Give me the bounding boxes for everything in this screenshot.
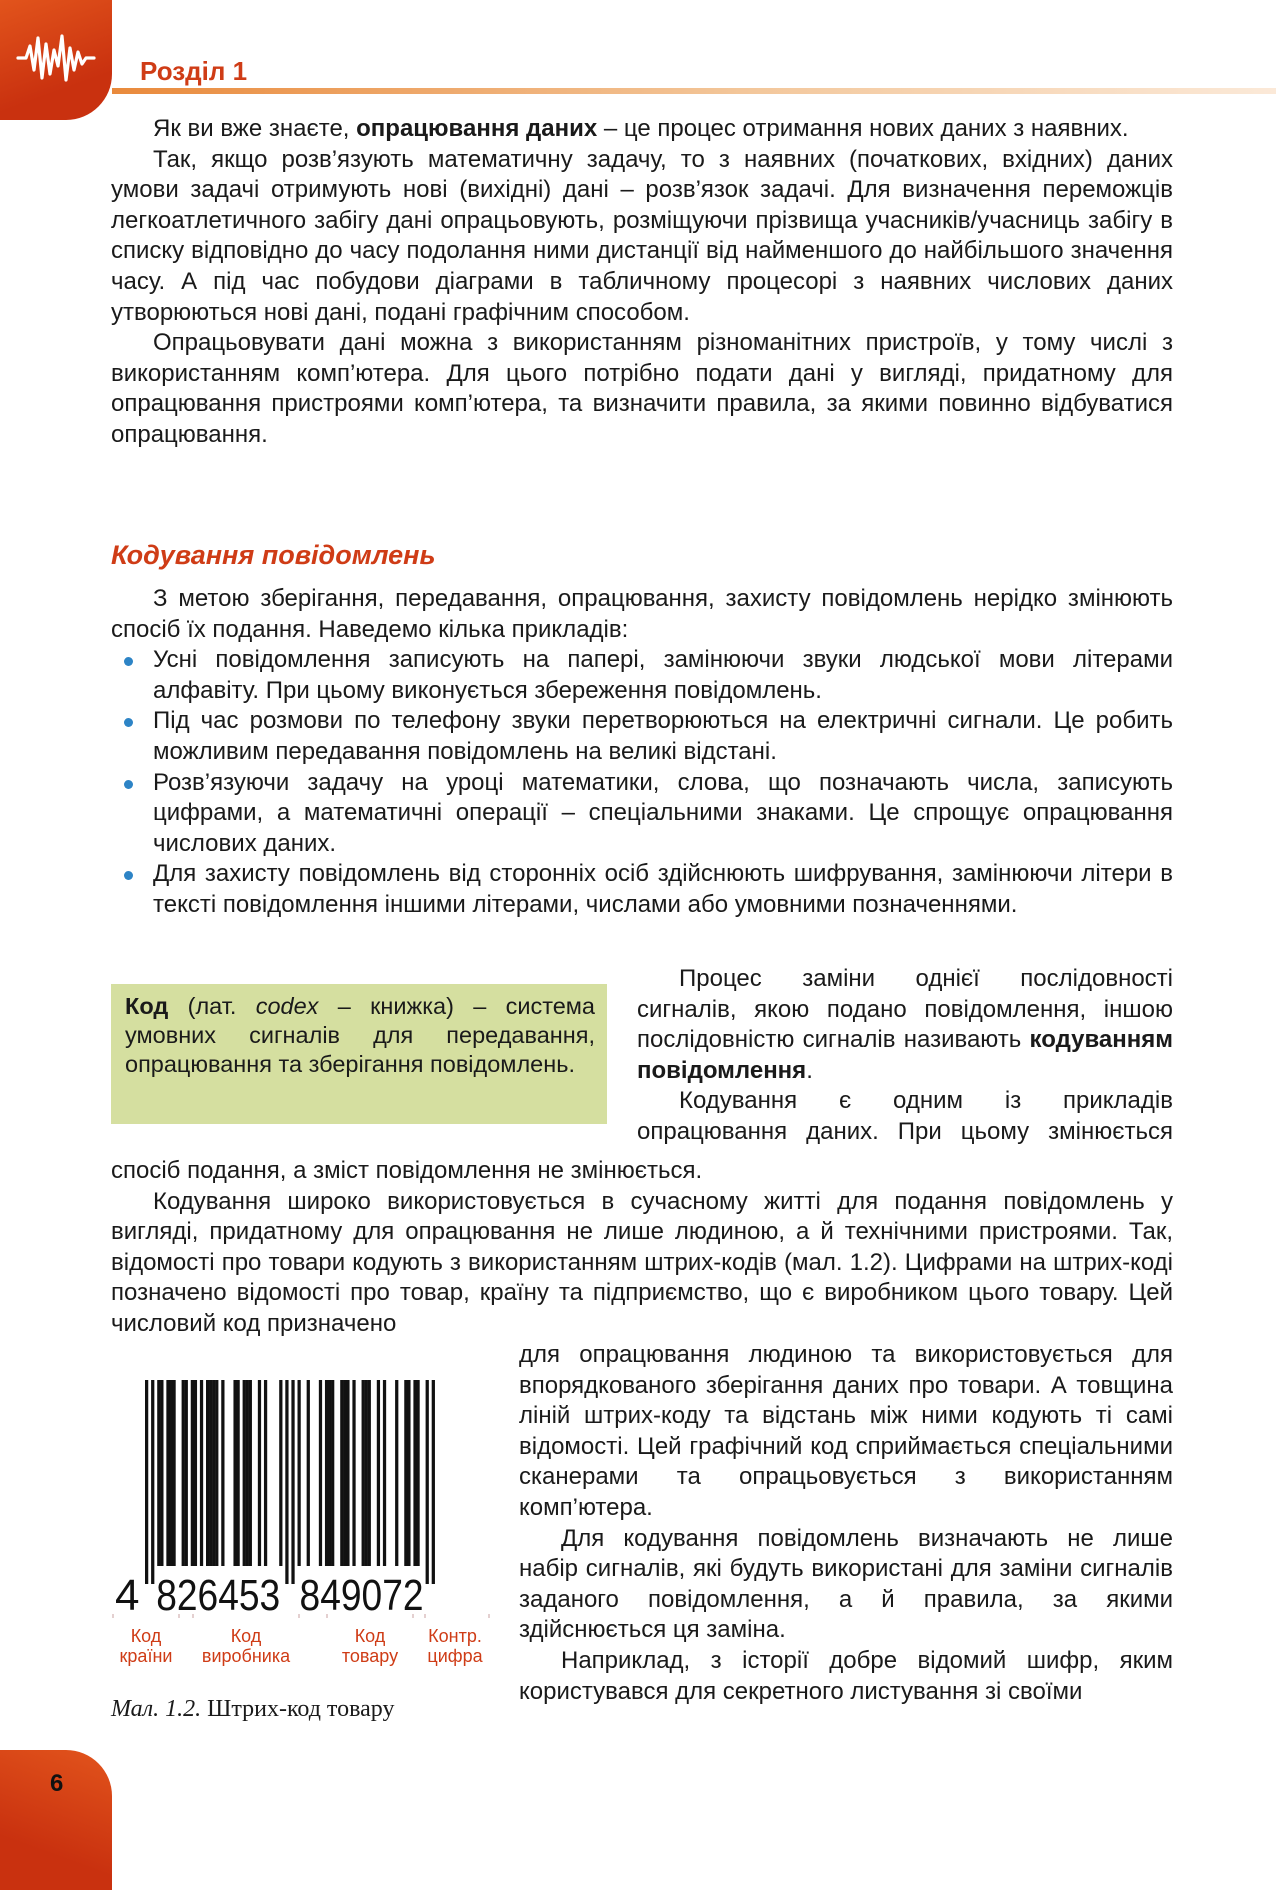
latin-word: codex: [255, 993, 319, 1019]
barcode-bar: [258, 1380, 261, 1566]
term-data-processing: опрацювання даних: [356, 115, 598, 142]
barcode-bar: [194, 1380, 197, 1566]
intro-paragraph-1: Як ви вже знаєте, опрацювання даних – це процес отримання нових даних з наявних.: [153, 115, 1129, 142]
barcode-bar: [340, 1380, 343, 1566]
barcode-bar: [426, 1380, 429, 1584]
barcode-bar: [185, 1380, 188, 1566]
barcode-bar: [383, 1380, 386, 1566]
barcode-bar: [285, 1380, 288, 1584]
barcode-bar: [206, 1380, 209, 1566]
barcode-bar: [368, 1380, 371, 1566]
barcode-bar: [215, 1380, 218, 1566]
encoding-lead: З метою зберігання, передавання, опрацювання, захисту повідомлень нерідко змінюють спосіб їх подання. Наведемо кілька прикладів:: [111, 585, 1173, 643]
term-encoding: кодуванням повідомлення: [637, 1026, 1173, 1084]
barcode-bar: [233, 1380, 236, 1566]
barcode-bar: [249, 1380, 252, 1566]
intro-paragraph-3: Опрацьовувати дані можна з використанням різноманітних пристроїв, у тому числі з використанням комп’ютера. Для цього потрібно подати дані у вигляді, придатному для опрацювання пристроями комп’ютера, та визначити правила, за якими повинно відбуватися опрацювання.: [111, 329, 1173, 448]
list-item: Усні повідомлення записують на папері, замінюючи звуки людської мови літерами алфавіту. При цьому виконується збереження повідомлень.: [111, 645, 1173, 706]
definition-box: [111, 984, 607, 1124]
barcode-digits-left: 826453: [156, 1571, 281, 1618]
bullet-icon: [124, 780, 133, 789]
barcode-bar: [346, 1380, 349, 1566]
barcode-label-product: Код товару: [341, 1626, 399, 1666]
rules-paragraph: Для кодування повідомлень визначають не лише набір сигналів, які будуть використані для заміни сигналів заданого повідомлення, а й правила, за якими здійснюється ця заміна.: [519, 1524, 1173, 1644]
sound-wave-icon: [16, 30, 96, 86]
barcode-bar: [166, 1380, 169, 1566]
figure-caption: Мал. 1.2. Штрих-код товару: [111, 1696, 395, 1722]
list-item: Для захисту повідомлень від сторонніх осіб здійснюють шифрування, замінюючи літери в тексті повідомлення іншими літерами, числами або умовними позначеннями.: [111, 859, 1173, 920]
barcode-labels: [111, 1626, 491, 1676]
list-item: Під час розмови по телефону звуки перетворюються на електричні сигнали. Це робить можливим передавання повідомлень на великі відстані.: [111, 706, 1173, 767]
barcode-bar: [331, 1380, 334, 1566]
barcode-bar: [407, 1380, 410, 1566]
barcode-bar: [191, 1380, 194, 1566]
cipher-paragraph: Наприклад, з історії добре відомий шифр, яким користувався для секретного листування зі своїми: [519, 1646, 1173, 1705]
barcode-bar: [352, 1380, 355, 1566]
header-divider: [112, 88, 1276, 94]
barcode-bar: [160, 1380, 163, 1566]
barcode-label-manufacturer: Код виробника: [201, 1626, 291, 1666]
encoding-text: [111, 584, 1173, 921]
barcode-bar: [395, 1380, 398, 1566]
barcode-label-country: Код країни: [119, 1626, 173, 1666]
barcode-bar: [416, 1380, 419, 1566]
list-item: Розв’язуючи задачу на уроці математики, слова, що позначають числа, записують цифрами, а математичні операції – спеціальними знаками. Це спрощує опрацювання числових даних.: [111, 768, 1173, 860]
barcode-bar: [279, 1380, 282, 1566]
chapter-corner-tab: [0, 0, 112, 120]
barcode-label-check-digit: Контр. цифра: [427, 1626, 483, 1666]
barcode-bar: [432, 1380, 435, 1584]
barcode-bar: [246, 1380, 249, 1566]
barcode-bar: [237, 1380, 240, 1566]
examples-list: [111, 645, 1173, 920]
barcode-bar: [182, 1380, 185, 1566]
figure-number: Мал. 1.2.: [111, 1696, 202, 1722]
process-paragraph-1: Процес заміни однієї послідовності сигналів, якою подано повідомлення, іншою послідовністю сигналів називають кодуванням повідомлення.: [637, 965, 1173, 1084]
barcode-bar: [145, 1380, 148, 1584]
section-label: Розділ 1: [140, 56, 248, 86]
barcode-bar: [209, 1380, 212, 1566]
barcode-bar: [328, 1380, 331, 1566]
barcode-bar: [169, 1380, 172, 1566]
barcode-bar: [200, 1380, 203, 1566]
barcode-image: [111, 1378, 491, 1618]
process-paragraph-2: Кодування є одним із прикладів опрацювання даних. При цьому змінюється: [637, 1087, 1173, 1145]
page-number: 6: [50, 1770, 64, 1797]
usage-paragraph-cont: для опрацювання людиною та використовується для впорядкованого зберігання даних про товари. А товщина ліній штрих-коду та відстань між ними кодують ті самі відомості. Цей графічний код сприймається спеціальними сканерами та опрацьовується з використанням комп’ютера.: [519, 1341, 1173, 1521]
barcode-bar: [212, 1380, 215, 1566]
bullet-icon: [124, 657, 133, 666]
bullet-icon: [124, 871, 133, 880]
bullet-icon: [124, 718, 133, 727]
barcode-bar: [243, 1380, 246, 1566]
barcode-digit-first: 4: [115, 1571, 140, 1618]
intro-paragraph-2: Так, якщо розв’язують математичну задачу, то з наявних (початкових, вхідних) даних умови задачі отримують нові (вихідні) дані – розв’язок задачі. Для визначення переможців легкоатлетичного забігу дані опрацьовують, розміщуючи прізвища учасників/учасниць забігу в списку відповідно до часу подолання ними дистанції від найменшого до найбільшого значення часу. А під час побудови діаграми в табличному процесорі з наявних числових даних утворюються нові дані, подані графічним способом.: [111, 145, 1173, 326]
barcode-bar: [298, 1380, 301, 1566]
barcode-bar: [291, 1380, 294, 1584]
barcode-bar: [264, 1380, 267, 1566]
usage-text: [111, 1156, 1173, 1340]
barcode-bracket: [425, 1614, 489, 1618]
barcode-bar: [404, 1380, 407, 1566]
barcode-bar: [413, 1380, 416, 1566]
definition-term: Код: [125, 993, 169, 1019]
process-paragraph-2-cont: спосіб подання, а зміст повідомлення не змінюється.: [111, 1157, 703, 1184]
usage-paragraph: Кодування широко використовується в сучасному житті для подання повідомлень у вигляді, придатному для опрацювання не лише людиною, а й технічними пристроями. Так, відомості про товари кодують з використанням штрих-кодів (мал. 1.2). Цифрами на штрих-коді позначено відомості про товар, країну та підприємство, що є виробником цього товару. Цей числовий код призначено: [111, 1187, 1173, 1337]
barcode-bar: [307, 1380, 310, 1566]
barcode-bar: [362, 1380, 365, 1566]
barcode-side-text: [519, 1340, 1173, 1707]
barcode-bar: [343, 1380, 346, 1566]
process-text: [637, 964, 1173, 1148]
intro-text: [111, 114, 1173, 451]
section-heading: Кодування повідомлень: [111, 540, 436, 570]
barcode-digits-right: 849072: [299, 1571, 424, 1618]
barcode-figure: [111, 1378, 491, 1623]
barcode-bar: [319, 1380, 322, 1566]
barcode-bar: [325, 1380, 328, 1566]
barcode-bar: [151, 1380, 154, 1584]
barcode-bar: [365, 1380, 368, 1566]
definition-text: Код (лат. codex – книжка) – система умовних сигналів для передавання, опрацювання та зберігання повідомлень.: [125, 993, 595, 1077]
barcode-bar: [157, 1380, 160, 1566]
barcode-bar: [172, 1380, 175, 1566]
barcode-bar: [221, 1380, 224, 1566]
barcode-bar: [377, 1380, 380, 1566]
